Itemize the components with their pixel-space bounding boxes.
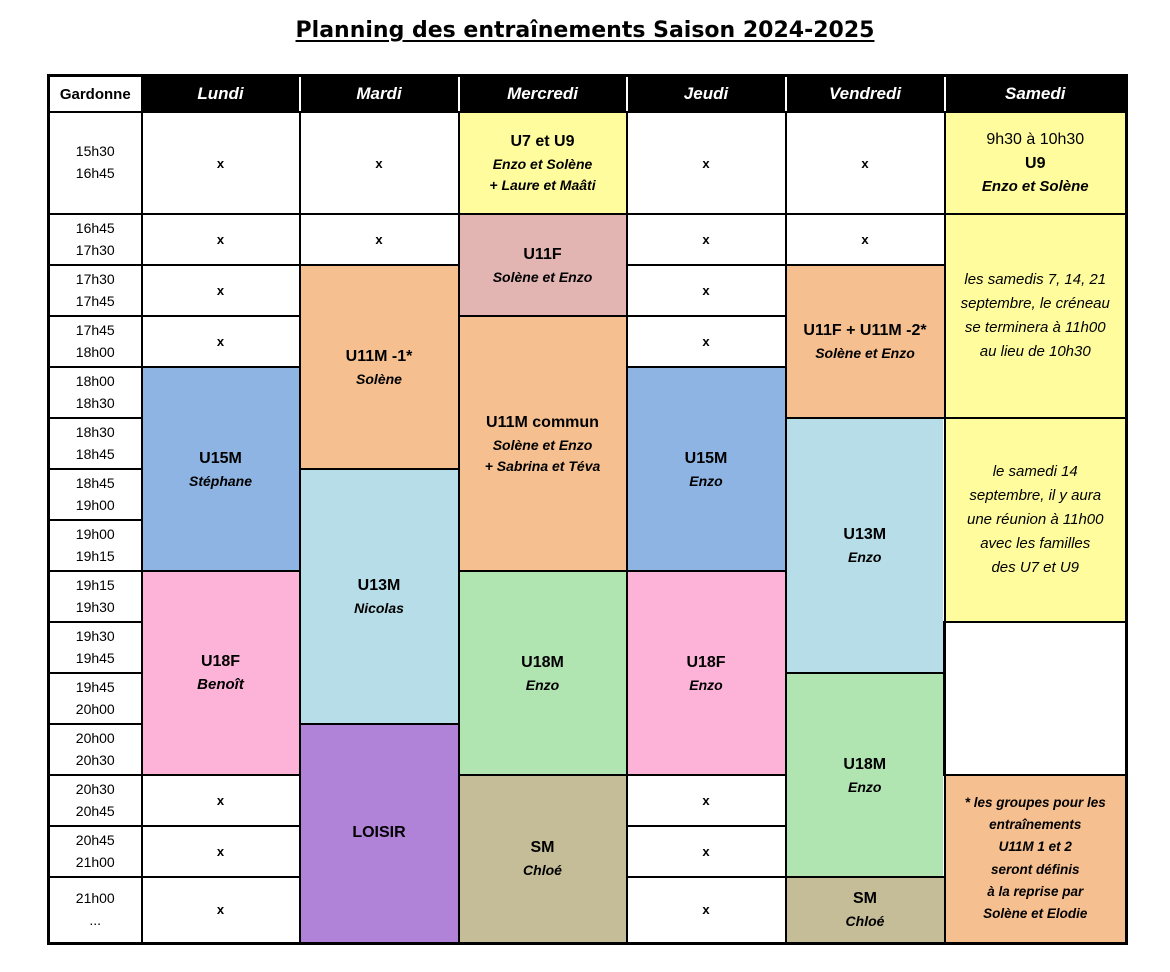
empty-slot: x	[627, 826, 786, 877]
session-sm-vendredi: SM Chloé	[786, 877, 945, 943]
session-u9-samedi: 9h30 à 10h30 U9 Enzo et Solène	[945, 112, 1127, 214]
empty-slot: x	[627, 775, 786, 826]
time-slot: 18h45 19h00	[49, 469, 142, 520]
day-header-samedi: Samedi	[945, 76, 1127, 113]
day-header-vendredi: Vendredi	[786, 76, 945, 113]
time-slot: 19h45 20h00	[49, 673, 142, 724]
schedule-table	[47, 74, 1128, 945]
empty-slot: x	[786, 112, 945, 214]
day-header-jeudi: Jeudi	[627, 76, 786, 113]
time-slot: 15h30 16h45	[49, 112, 142, 214]
session-u11m-1: U11M -1* Solène	[300, 265, 459, 469]
time-slot: 19h00 19h15	[49, 520, 142, 571]
page-title: Planning des entraînements Saison 2024-2025	[295, 18, 875, 43]
session-sm-mercredi: SM Chloé	[459, 775, 627, 943]
empty-area	[945, 622, 1127, 775]
time-slot: 17h45 18h00	[49, 316, 142, 367]
session-u18m-vendredi: U18M Enzo	[786, 673, 945, 877]
empty-slot: x	[627, 214, 786, 265]
empty-slot: x	[142, 877, 300, 943]
note-reunion: le samedi 14 septembre, il y aura une réunion à 11h00 avec les familles des U7 et U9	[945, 418, 1127, 622]
session-u11f-u11m-2: U11F + U11M -2* Solène et Enzo	[786, 265, 945, 418]
session-loisir: LOISIR	[300, 724, 459, 943]
empty-slot: x	[142, 265, 300, 316]
header-row	[49, 76, 1127, 113]
session-u18f-jeudi: U18F Enzo	[627, 571, 786, 775]
time-row	[49, 775, 1127, 826]
empty-slot: x	[142, 775, 300, 826]
session-u15m-jeudi: U15M Enzo	[627, 367, 786, 571]
empty-slot: x	[142, 316, 300, 367]
empty-slot: x	[627, 877, 786, 943]
empty-slot: x	[627, 316, 786, 367]
session-u15m-lundi: U15M Stéphane	[142, 367, 300, 571]
empty-slot: x	[786, 214, 945, 265]
empty-slot: x	[142, 112, 300, 214]
session-u13m-mardi: U13M Nicolas	[300, 469, 459, 724]
session-u11m-commun: U11M commun Solène et Enzo + Sabrina et Téva	[459, 316, 627, 571]
empty-slot: x	[300, 112, 459, 214]
time-row	[49, 214, 1127, 265]
time-slot: 20h30 20h45	[49, 775, 142, 826]
time-slot: 20h45 21h00	[49, 826, 142, 877]
time-row	[49, 112, 1127, 214]
empty-slot: x	[627, 112, 786, 214]
day-header-mardi: Mardi	[300, 76, 459, 113]
time-slot: 18h30 18h45	[49, 418, 142, 469]
empty-slot: x	[142, 826, 300, 877]
time-slot: 18h00 18h30	[49, 367, 142, 418]
time-slot: 16h45 17h30	[49, 214, 142, 265]
time-slot: 20h00 20h30	[49, 724, 142, 775]
time-slot: 19h30 19h45	[49, 622, 142, 673]
time-slot: 17h30 17h45	[49, 265, 142, 316]
note-samedis: les samedis 7, 14, 21 septembre, le créneau se terminera à 11h00 au lieu de 10h30	[945, 214, 1127, 418]
empty-slot: x	[627, 265, 786, 316]
session-u11f: U11F Solène et Enzo	[459, 214, 627, 316]
time-slot: 21h00 ...	[49, 877, 142, 943]
day-header-mercredi: Mercredi	[459, 76, 627, 113]
session-u18f-lundi: U18F Benoît	[142, 571, 300, 775]
session-u7-u9: U7 et U9 Enzo et Solène + Laure et Maâti	[459, 112, 627, 214]
note-groupes: * les groupes pour les entraînements U11M 1 et 2 seront définis à la reprise par Solène et Elodie	[945, 775, 1127, 943]
empty-slot: x	[142, 214, 300, 265]
empty-slot: x	[300, 214, 459, 265]
time-slot: 19h15 19h30	[49, 571, 142, 622]
day-header-lundi: Lundi	[142, 76, 300, 113]
session-u18m-mercredi: U18M Enzo	[459, 571, 627, 775]
venue-header: Gardonne	[49, 76, 142, 113]
session-u13m-vendredi: U13M Enzo	[786, 418, 945, 673]
